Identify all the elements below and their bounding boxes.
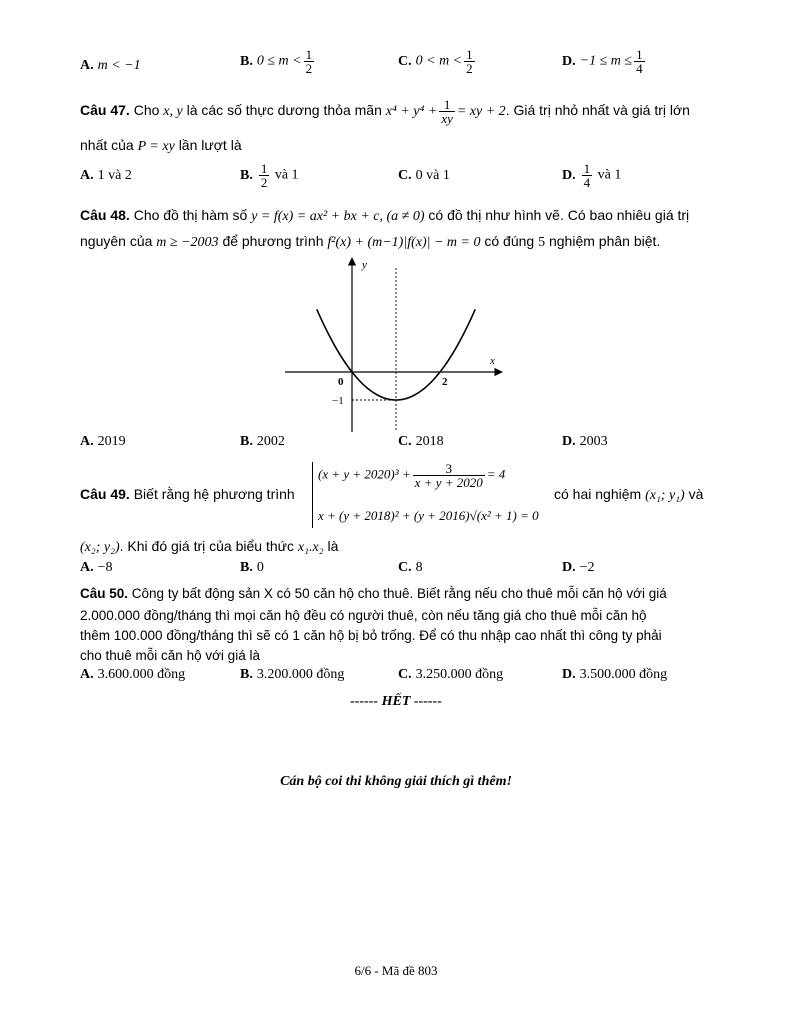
q49-option-b[interactable]: B. 0 <box>240 560 264 575</box>
fraction: $\frac{3}{x + y + 2020}$ <box>414 461 483 490</box>
q47-options <box>80 162 720 192</box>
fraction: $\frac{1}{2}$ <box>260 161 268 190</box>
q50-line2: 2.000.000 đồng/tháng thì mọi căn hộ đều có người thuê, còn nếu tăng giá cho thuê mỗi căn hộ <box>80 608 647 623</box>
q48-options <box>80 434 720 464</box>
q46-option-a[interactable]: A. m < −1 <box>80 58 141 73</box>
q49-option-a[interactable]: A. −8 <box>80 560 113 575</box>
fraction: $\frac{1}{2}$ <box>466 47 473 76</box>
q49-line1-right: có hai nghiệm (x₁; y₁) và <box>554 486 704 503</box>
q49-line2: (x₂; y₂). Khi đó giá trị của biểu thức x₁.x₂ là <box>80 538 339 555</box>
parabola-graph <box>280 252 510 434</box>
q50-option-b[interactable]: B. 3.200.000 đồng <box>240 667 345 682</box>
fraction: $\frac{1}{2}$ <box>305 47 313 76</box>
q50-options <box>80 667 720 697</box>
q49-option-c[interactable]: C. 8 <box>398 560 423 575</box>
q50-line4: cho thuê mỗi căn hộ với giá là <box>80 648 260 663</box>
q50-option-a[interactable]: A. 3.600.000 đồng <box>80 667 186 682</box>
q46-option-b[interactable]: B. 0 ≤ m < $\frac{1}{2}$ <box>240 47 313 76</box>
y-tick-label: −1 <box>332 395 344 407</box>
q50-option-d[interactable]: D. 3.500.000 đồng <box>562 667 668 682</box>
system-brace <box>312 462 313 528</box>
system-equation-1: (x + y + 2020)³ + $\frac{3}{x + y + 2020}$ = 4 <box>318 461 506 490</box>
q48-option-a[interactable]: A. 2019 <box>80 434 126 449</box>
q50-line3: thêm 100.000 đồng/tháng thì sẽ có 1 căn hộ bị bỏ trống. Để có thu nhập cao nhất thì công ty phải <box>80 628 662 643</box>
fraction: $\frac{1}{4}$ <box>583 161 591 190</box>
q47-option-d[interactable]: D. $\frac{1}{4}$ và 1 <box>562 161 622 190</box>
x-axis-label: x <box>490 355 495 367</box>
q48-option-d[interactable]: D. 2003 <box>562 434 608 449</box>
q49-line1-left: Câu 49. Biết rằng hệ phương trình <box>80 486 295 502</box>
q47-option-c[interactable]: C. 0 và 1 <box>398 168 450 183</box>
q50-line1: Câu 50. Công ty bất động sản X có 50 căn hộ cho thuê. Biết rằng nếu cho thuê mỗi căn hộ với giá <box>80 586 667 601</box>
q48-option-c[interactable]: C. 2018 <box>398 434 444 449</box>
q46-options <box>80 48 720 78</box>
fraction: $\frac{1}{4}$ <box>636 47 643 76</box>
page-footer: 6/6 - Mã đề 803 <box>354 963 438 978</box>
fraction: $\frac{1}{xy}$ <box>441 97 453 126</box>
q47-option-b[interactable]: B. $\frac{1}{2}$ và 1 <box>240 161 299 190</box>
x-tick-label: 2 <box>442 376 448 388</box>
origin-label: 0 <box>338 376 344 388</box>
q47-line1: Câu 47. Cho x, y là các số thực dương thỏa mãn x⁴ + y⁴ + $\frac{1}{xy}$ = xy + 2. Giá trị nhỏ nhất và giá trị lớn <box>80 97 690 126</box>
q50-option-c[interactable]: C. 3.250.000 đồng <box>398 667 504 682</box>
system-equation-2: x + (y + 2018)² + (y + 2016)√(x² + 1) = 0 <box>318 508 539 523</box>
q49-option-d[interactable]: D. −2 <box>562 560 595 575</box>
q46-option-d[interactable]: D. −1 ≤ m ≤ $\frac{1}{4}$ <box>562 47 643 76</box>
q46-option-c[interactable]: C. 0 < m < $\frac{1}{2}$ <box>398 47 473 76</box>
q48-option-b[interactable]: B. 2002 <box>240 434 285 449</box>
footer-note: Cán bộ coi thi không giải thích gì thêm! <box>280 774 512 789</box>
q48-line2: nguyên của m ≥ −2003 để phương trình f²(x) + (m−1)|f(x)| − m = 0 có đúng 5 nghiệm phân biệt. <box>80 233 661 250</box>
q47-line2: nhất của P = xy lần lượt là <box>80 137 242 154</box>
q48-line1: Câu 48. Cho đồ thị hàm số y = f(x) = ax² + bx + c, (a ≠ 0) có đồ thị như hình vẽ. Có bao nhiêu giá trị <box>80 207 690 224</box>
end-marker: ------ HẾT ------ <box>350 694 442 709</box>
q47-option-a[interactable]: A. 1 và 2 <box>80 168 132 183</box>
y-axis-label: y <box>362 259 367 271</box>
